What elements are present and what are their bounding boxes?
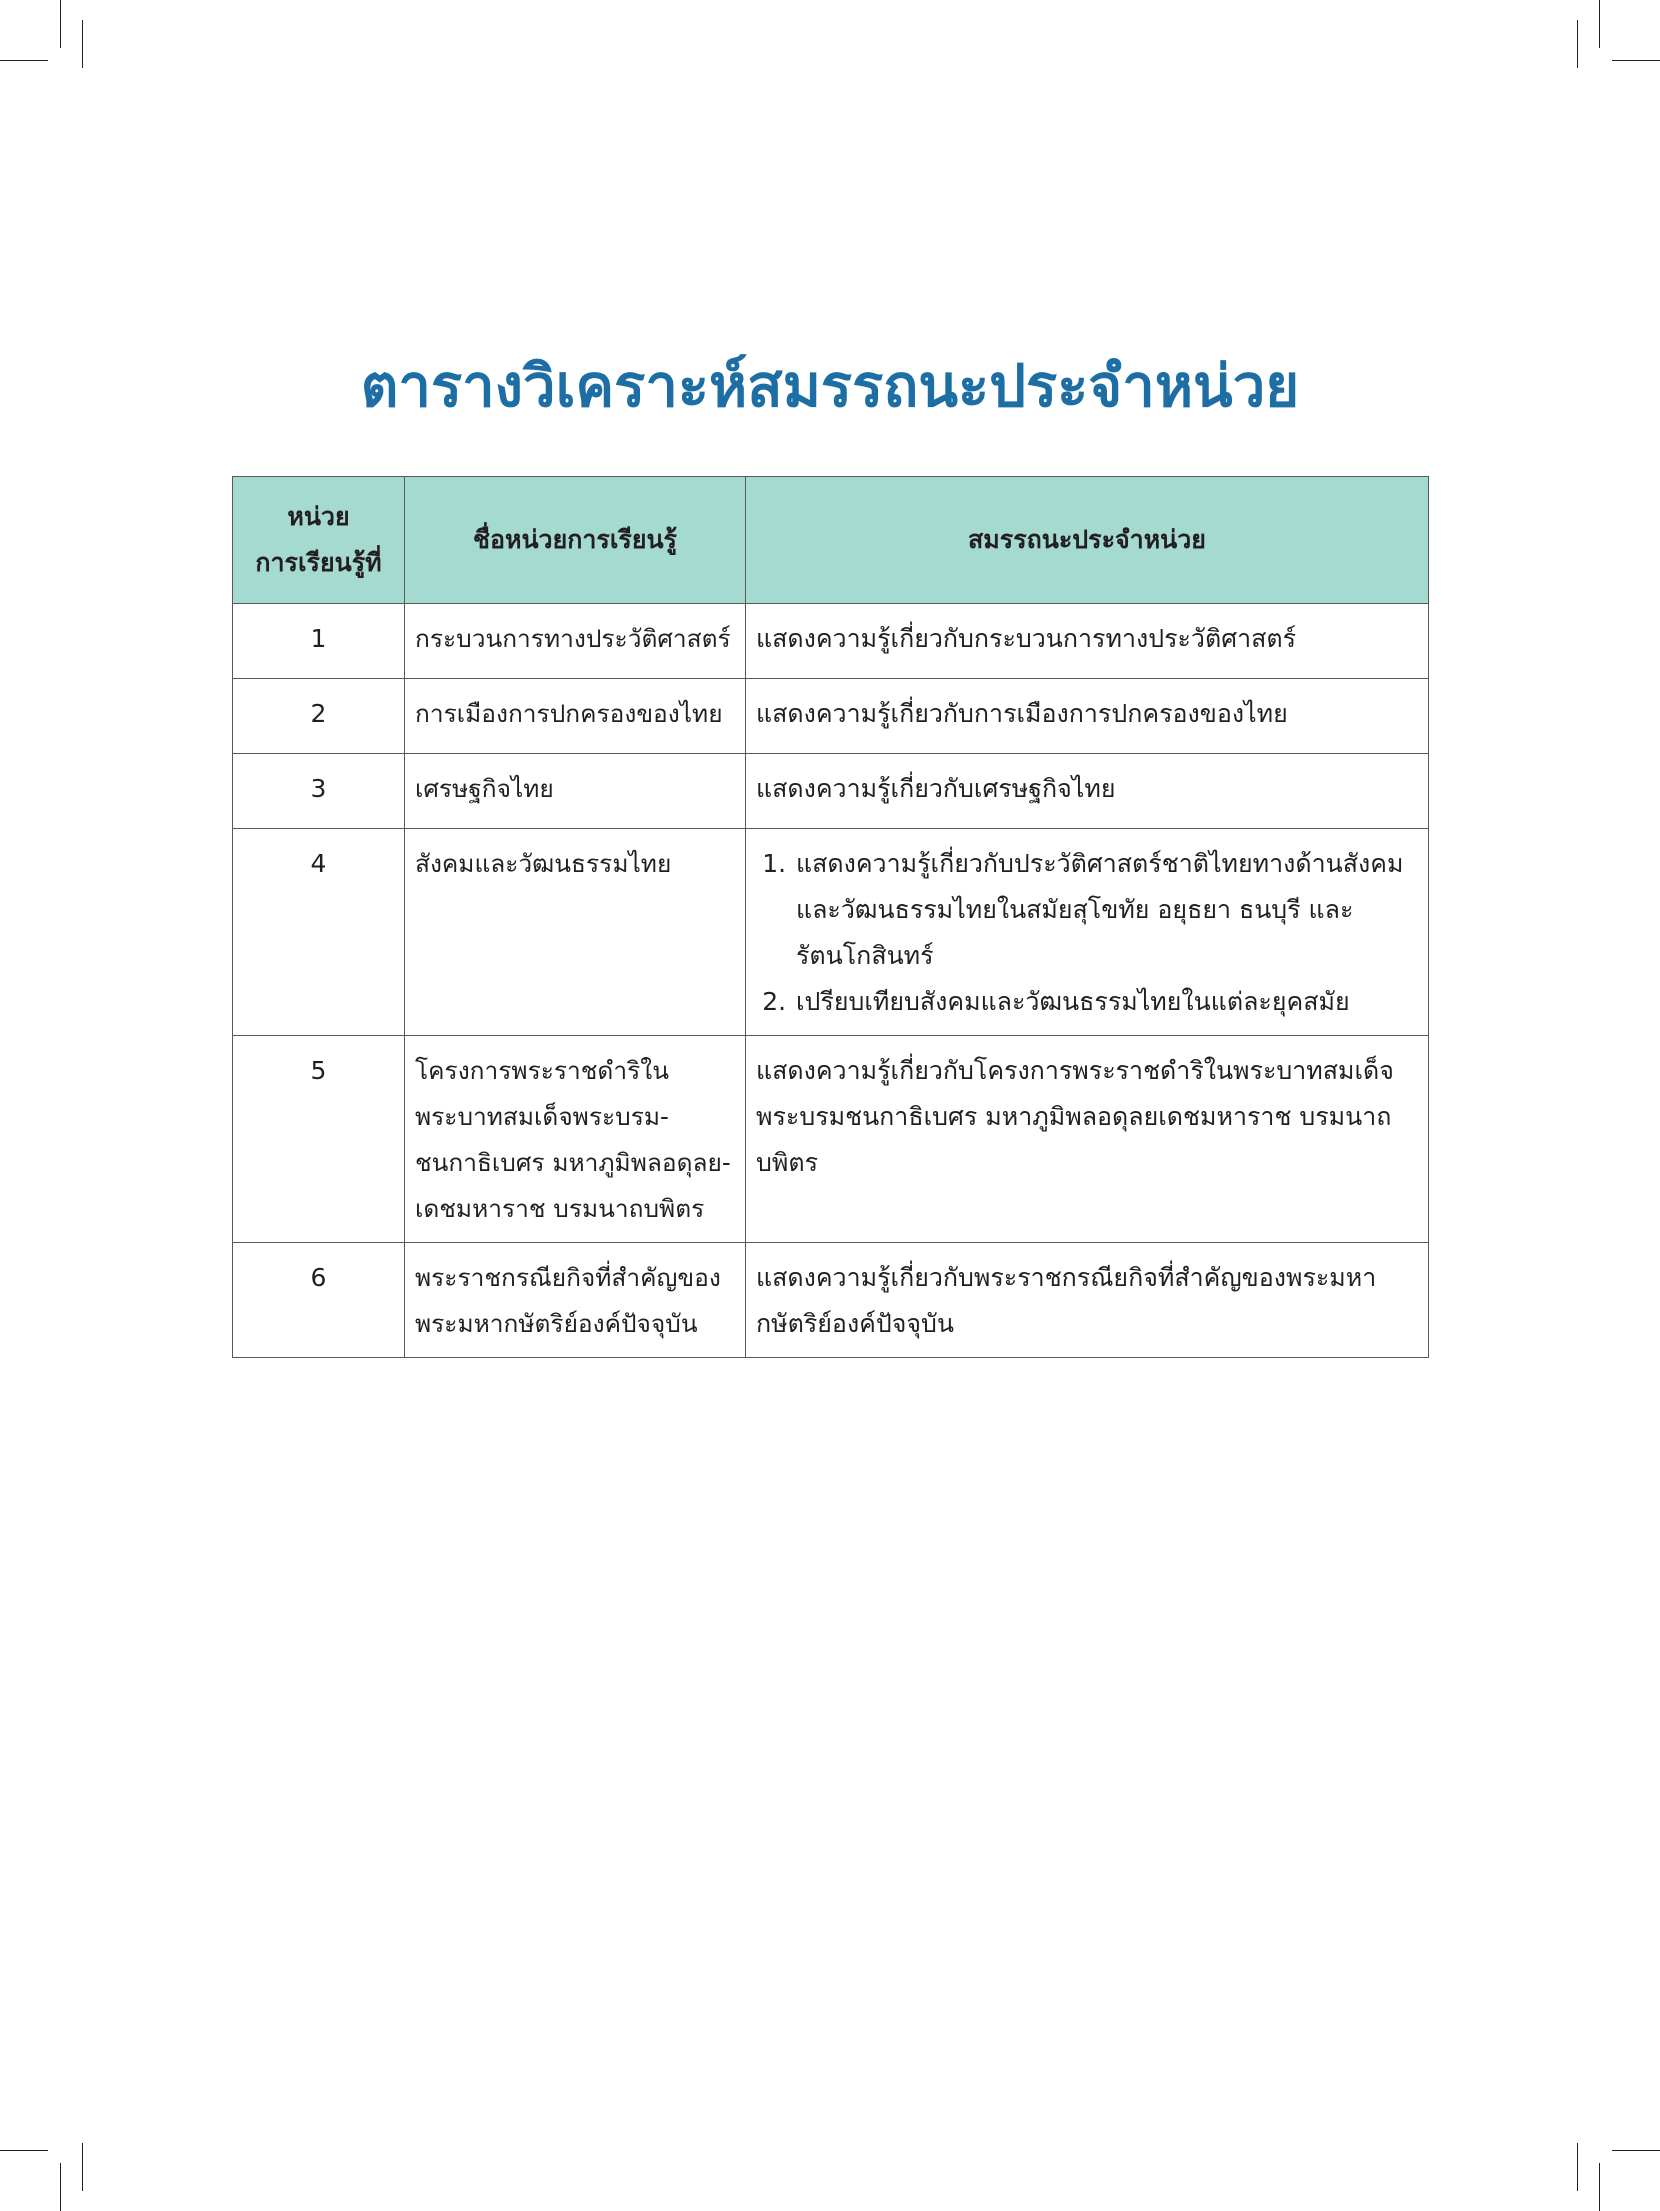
unit-name: การเมืองการปกครองของไทย	[405, 679, 746, 754]
unit-number: 6	[233, 1243, 405, 1358]
crop-mark	[60, 0, 61, 48]
crop-mark	[0, 2150, 48, 2151]
table-row	[233, 604, 1429, 679]
competency-table	[232, 476, 1429, 1358]
unit-number: 3	[233, 754, 405, 829]
unit-number: 1	[233, 604, 405, 679]
unit-name	[405, 1036, 746, 1243]
unit-competency: แสดงความรู้เกี่ยวกับโครงการพระราชดำริในพระบาทสมเด็จพระบรมชนกาธิเบศร มหาภูมิพลอดุลยเดชมหาราช บรมนาถบพิตร	[746, 1036, 1429, 1243]
table-row	[233, 754, 1429, 829]
unit-name: สังคมและวัฒนธรรมไทย	[405, 829, 746, 1036]
crop-mark	[1599, 2163, 1600, 2211]
unit-competency	[746, 829, 1429, 1036]
crop-mark	[0, 60, 48, 61]
unit-name: เศรษฐกิจไทย	[405, 754, 746, 829]
crop-mark	[1577, 2143, 1578, 2191]
crop-mark	[1599, 0, 1600, 48]
unit-name	[405, 1243, 746, 1358]
unit-competency: แสดงความรู้เกี่ยวกับกระบวนการทางประวัติศาสตร์	[746, 604, 1429, 679]
competency-item: 2. เปรียบเทียบสังคมและวัฒนธรรมไทยในแต่ละยุคสมัย	[794, 979, 1418, 1025]
unit-name-line: เดชมหาราช บรมนาถบพิตร	[415, 1194, 705, 1223]
crop-mark	[82, 20, 83, 68]
unit-name-line: พระมหากษัตริย์องค์ปัจจุบัน	[415, 1309, 698, 1338]
competency-list	[756, 841, 1418, 1025]
unit-name-line: ชนกาธิเบศร มหาภูมิพลอดุลย-	[415, 1148, 731, 1177]
competency-item: 1. แสดงความรู้เกี่ยวกับประวัติศาสตร์ชาติไทยทางด้านสังคม และวัฒนธรรมไทยในสมัยสุโขทัย อยุธยา ธนบุรี และรัตนโกสินทร์	[794, 841, 1418, 979]
header-unit-line2: การเรียนรู้ที่	[255, 548, 382, 577]
header-unit-line1: หน่วย	[287, 502, 350, 531]
unit-competency: แสดงความรู้เกี่ยวกับเศรษฐกิจไทย	[746, 754, 1429, 829]
table-header-row	[233, 477, 1429, 604]
crop-mark	[60, 2163, 61, 2211]
unit-number: 5	[233, 1036, 405, 1243]
unit-number: 2	[233, 679, 405, 754]
unit-name: กระบวนการทางประวัติศาสตร์	[405, 604, 746, 679]
unit-name-line: โครงการพระราชดำริใน	[415, 1056, 669, 1085]
table-row	[233, 1036, 1429, 1243]
crop-mark	[1612, 60, 1660, 61]
crop-mark	[1612, 2150, 1660, 2151]
crop-mark	[1577, 20, 1578, 68]
header-competency: สมรรถนะประจำหน่วย	[746, 477, 1429, 604]
unit-competency: แสดงความรู้เกี่ยวกับพระราชกรณียกิจที่สำคัญของพระมหากษัตริย์องค์ปัจจุบัน	[746, 1243, 1429, 1358]
table-row	[233, 1243, 1429, 1358]
table-row	[233, 679, 1429, 754]
table-row	[233, 829, 1429, 1036]
unit-number: 4	[233, 829, 405, 1036]
crop-mark	[82, 2143, 83, 2191]
page-title: ตารางวิเคราะห์สมรรถนะประจำหน่วย	[360, 352, 1300, 420]
unit-competency: แสดงความรู้เกี่ยวกับการเมืองการปกครองของไทย	[746, 679, 1429, 754]
unit-name-line: พระราชกรณียกิจที่สำคัญของ	[415, 1263, 721, 1292]
header-unit-number	[233, 477, 405, 604]
unit-name-line: พระบาทสมเด็จพระบรม-	[415, 1102, 669, 1131]
header-unit-name: ชื่อหน่วยการเรียนรู้	[405, 477, 746, 604]
